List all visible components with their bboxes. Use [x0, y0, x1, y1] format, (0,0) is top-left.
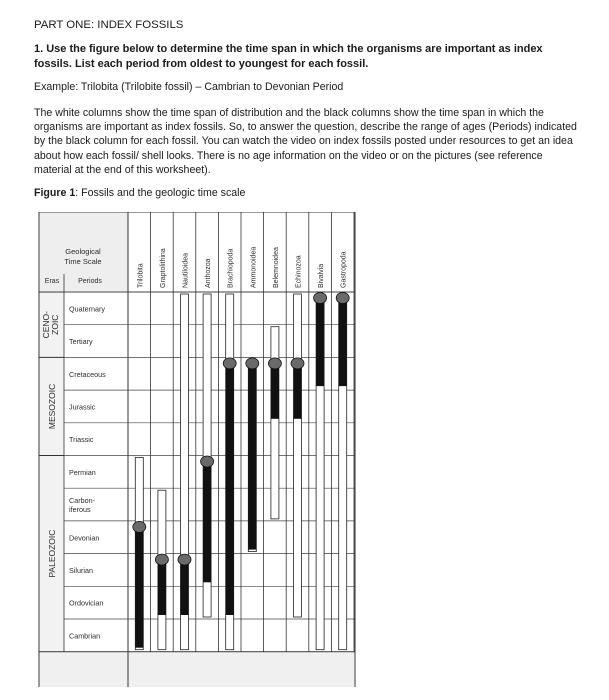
period-label: Triassic	[69, 435, 94, 445]
period-label: Tertiary	[69, 337, 93, 347]
fossil-glyph	[155, 554, 168, 565]
era-label: PALEOZOIC	[47, 529, 57, 578]
instructions-paragraph: The white columns show the time span of distribution and the black columns show the time span in which the organisms are important as index fossils. So, to answer the question, describe the range of ages (Periods) indicated by the black column for each fossil. You can watch the video on index fossils posted under resources to get an idea about how each fossil/ shell looks. There is no age information on the video or on the pictures (see reference material at the end of this worksheet).	[34, 107, 577, 176]
index-bar	[271, 361, 279, 418]
period-label: Cambrian	[69, 631, 101, 641]
index-bar	[158, 558, 166, 615]
fossil-name-label: Belemnoidea	[272, 247, 280, 288]
index-bar	[316, 296, 324, 386]
index-bar	[203, 460, 211, 583]
fossil-name-label: Bivalvia	[318, 263, 326, 288]
index-bar	[248, 361, 256, 549]
era-label-line2: ZOIC	[50, 314, 60, 335]
index-bar	[339, 296, 347, 386]
fossil-name-label: Graptolithina	[159, 248, 167, 288]
period-label: Quaternary	[69, 304, 105, 314]
period-label: Cretaceous	[69, 369, 106, 379]
fossil-name-label: Nautiloidea	[182, 252, 190, 288]
era-label: MESOZOIC	[47, 383, 57, 430]
index-bar	[181, 558, 189, 615]
fossil-glyph	[133, 521, 146, 532]
periods-label: Periods	[78, 278, 102, 285]
index-bar	[294, 361, 302, 418]
period-label: Jurassic	[69, 402, 96, 412]
page-heading: PART ONE: INDEX FOSSILS	[34, 19, 184, 31]
distribution-bar	[271, 327, 279, 519]
fossil-name-label: Trilobita	[137, 263, 145, 288]
index-bar	[226, 361, 234, 615]
fossil-glyph	[178, 554, 191, 565]
footer-shade	[40, 653, 354, 687]
fossil-glyph	[223, 358, 236, 369]
fossil-glyph	[314, 293, 327, 304]
fossil-name-label: Echinozoa	[295, 255, 303, 288]
fossil-name-label: Ammonoidea	[250, 246, 258, 288]
header-label-line1: Geological	[65, 247, 101, 256]
eras-label: Eras	[44, 278, 60, 285]
era-label-line1: CENO-	[41, 311, 51, 339]
fossil-name-label: Gastropoda	[340, 251, 348, 288]
period-label: Silurian	[69, 565, 93, 575]
era-shade	[40, 292, 64, 652]
fossil-name-label: Brachiopoda	[227, 248, 235, 288]
figure-caption	[34, 186, 579, 200]
figure-label: Figure 1	[34, 187, 76, 199]
header-label-line2: Time Scale	[64, 257, 102, 266]
period-label: Devonian	[69, 533, 100, 543]
fossil-glyph	[201, 456, 214, 467]
example-text: Example: Trilobita (Trilobite fossil) – Cambrian to Devonian Period	[34, 81, 344, 93]
period-label: Carbon-	[69, 496, 95, 506]
fossil-glyph	[291, 358, 304, 369]
distribution-bar	[294, 294, 302, 617]
fossil-time-scale-chart	[38, 212, 356, 687]
index-bar	[135, 525, 143, 648]
period-label: Ordovician	[69, 598, 104, 608]
period-label: Permian	[69, 467, 96, 477]
fossil-name-label: Anthozoa	[205, 258, 213, 288]
fossil-glyph	[268, 358, 281, 369]
figure-caption-text: : Fossils and the geologic time scale	[75, 187, 246, 199]
question-text: 1. Use the figure below to determine the time span in which the organisms are important as index fossils. List each period from oldest to youngest for each fossil.	[34, 43, 543, 70]
fossil-glyph	[336, 293, 349, 304]
fossil-glyph	[246, 358, 259, 369]
period-label: iferous	[69, 505, 91, 515]
